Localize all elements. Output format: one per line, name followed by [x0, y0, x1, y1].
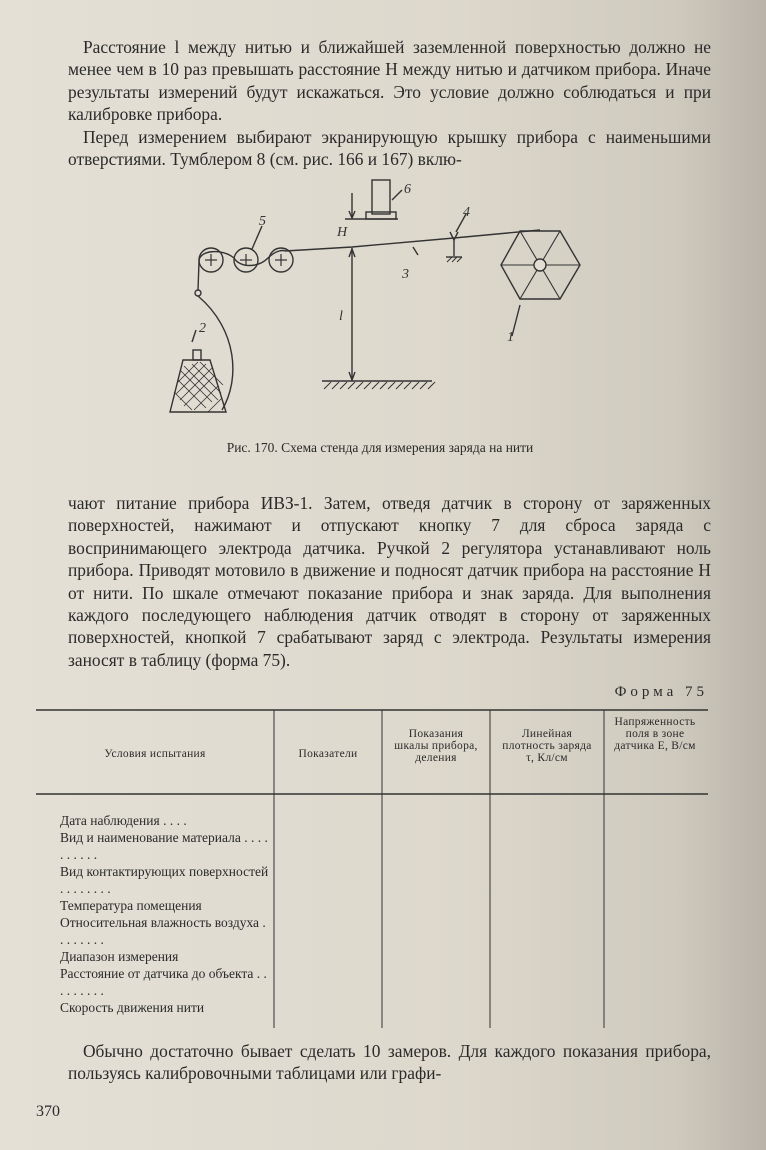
ground-hatching	[324, 382, 435, 389]
thread-to-eye	[198, 262, 199, 290]
header-conditions: Условия испытания	[104, 748, 206, 760]
sensor-body	[372, 180, 390, 214]
header-scale-reading: Показания шкалы прибора, деления	[394, 728, 478, 764]
label-4: 4	[463, 205, 470, 220]
leader-5	[252, 226, 262, 249]
table-row: Диапазон измерения	[60, 949, 179, 964]
paragraph-3: чают питание прибора ИВЗ-1. Затем, отведя датчик в сторону от заряженных поверхностей, нажимают и отпускают кнопку 7 для сброса заряда с воспринимающего электрода датчика. Ручкой 2 регулятора устанавливают ноль прибора. Приводят мотовило в движение и подносят датчик прибора на расстояние H от нити. По шкале отмечают показание прибора и знак заряда. Для выполнения каждого последующего наблюдения датчик отводят в сторону от заряженных поверхностей, кнопкой 7 срабатывают заряд с электрода. Результаты измерения заносят в таблицу (форма 75).	[68, 493, 711, 670]
paragraph-1: Расстояние l между нитью и ближайшей заземленной поверхностью должно не менее чем в 10 раз превышать расстояние H между нитью и датчиком прибора. Иначе результаты измерений будут искажаться. Это условие должно соблюдаться и при калибровке прибора.	[68, 37, 711, 125]
table-row: Скорость движения нити	[60, 1000, 205, 1015]
table-row: Расстояние от датчика до объекта . . . . . . . . .	[60, 966, 267, 998]
leader-6	[392, 190, 402, 200]
table-row: Вид и наименование материала . . . . . . . . . .	[60, 830, 268, 862]
table-row: Дата наблюдения . . . .	[60, 813, 187, 828]
roller-crosses	[205, 254, 287, 266]
table-row: Температура помещения	[60, 898, 202, 913]
label-H: H	[337, 225, 348, 240]
label-6: 6	[404, 182, 411, 197]
label-3: 3	[402, 267, 409, 282]
form-label: Форма 75	[614, 684, 708, 700]
label-5: 5	[259, 214, 266, 229]
header-charge-density: Линейная плотность заряда τ, Кл/см	[502, 728, 592, 764]
table-row: Относительная влажность воздуха . . . . . . . .	[60, 915, 266, 947]
leader-2	[192, 330, 196, 342]
paragraph-2: Перед измерением выбирают экранирующую крышку прибора с наименьшими отверстиями. Тумблером 8 (см. рис. 166 и 167) вклю-	[68, 126, 711, 170]
label-l: l	[339, 309, 343, 324]
sensor-base	[366, 212, 396, 219]
reel-hub	[534, 259, 546, 271]
bobbin-top	[193, 350, 201, 360]
figure-caption: Рис. 170. Схема стенда для измерения заряда на нити	[226, 440, 534, 455]
bobbin-crosshatch	[174, 362, 223, 412]
paragraph-4: Обычно достаточно бывает сделать 10 замеров. Для каждого показания прибора, пользуясь калибровочными таблицами или графи-	[68, 1041, 711, 1084]
header-field-strength: Напряженность поля в зоне датчика E, В/см	[614, 716, 696, 752]
label-1: 1	[507, 330, 514, 345]
page-number: 370	[36, 1103, 60, 1120]
header-indicators: Показатели	[298, 748, 358, 760]
text-block-middle	[68, 492, 711, 671]
form-75-table	[36, 708, 708, 1030]
leader-3	[413, 247, 418, 255]
label-2: 2	[199, 321, 206, 336]
table-row: Вид контактирующих поверхностей . . . . . . . .	[60, 864, 269, 896]
thread-eye	[195, 290, 201, 296]
guide-hatch	[447, 257, 462, 262]
table-row-labels	[40, 812, 270, 1016]
text-block-bottom	[68, 1040, 711, 1085]
thread-line	[285, 230, 540, 251]
